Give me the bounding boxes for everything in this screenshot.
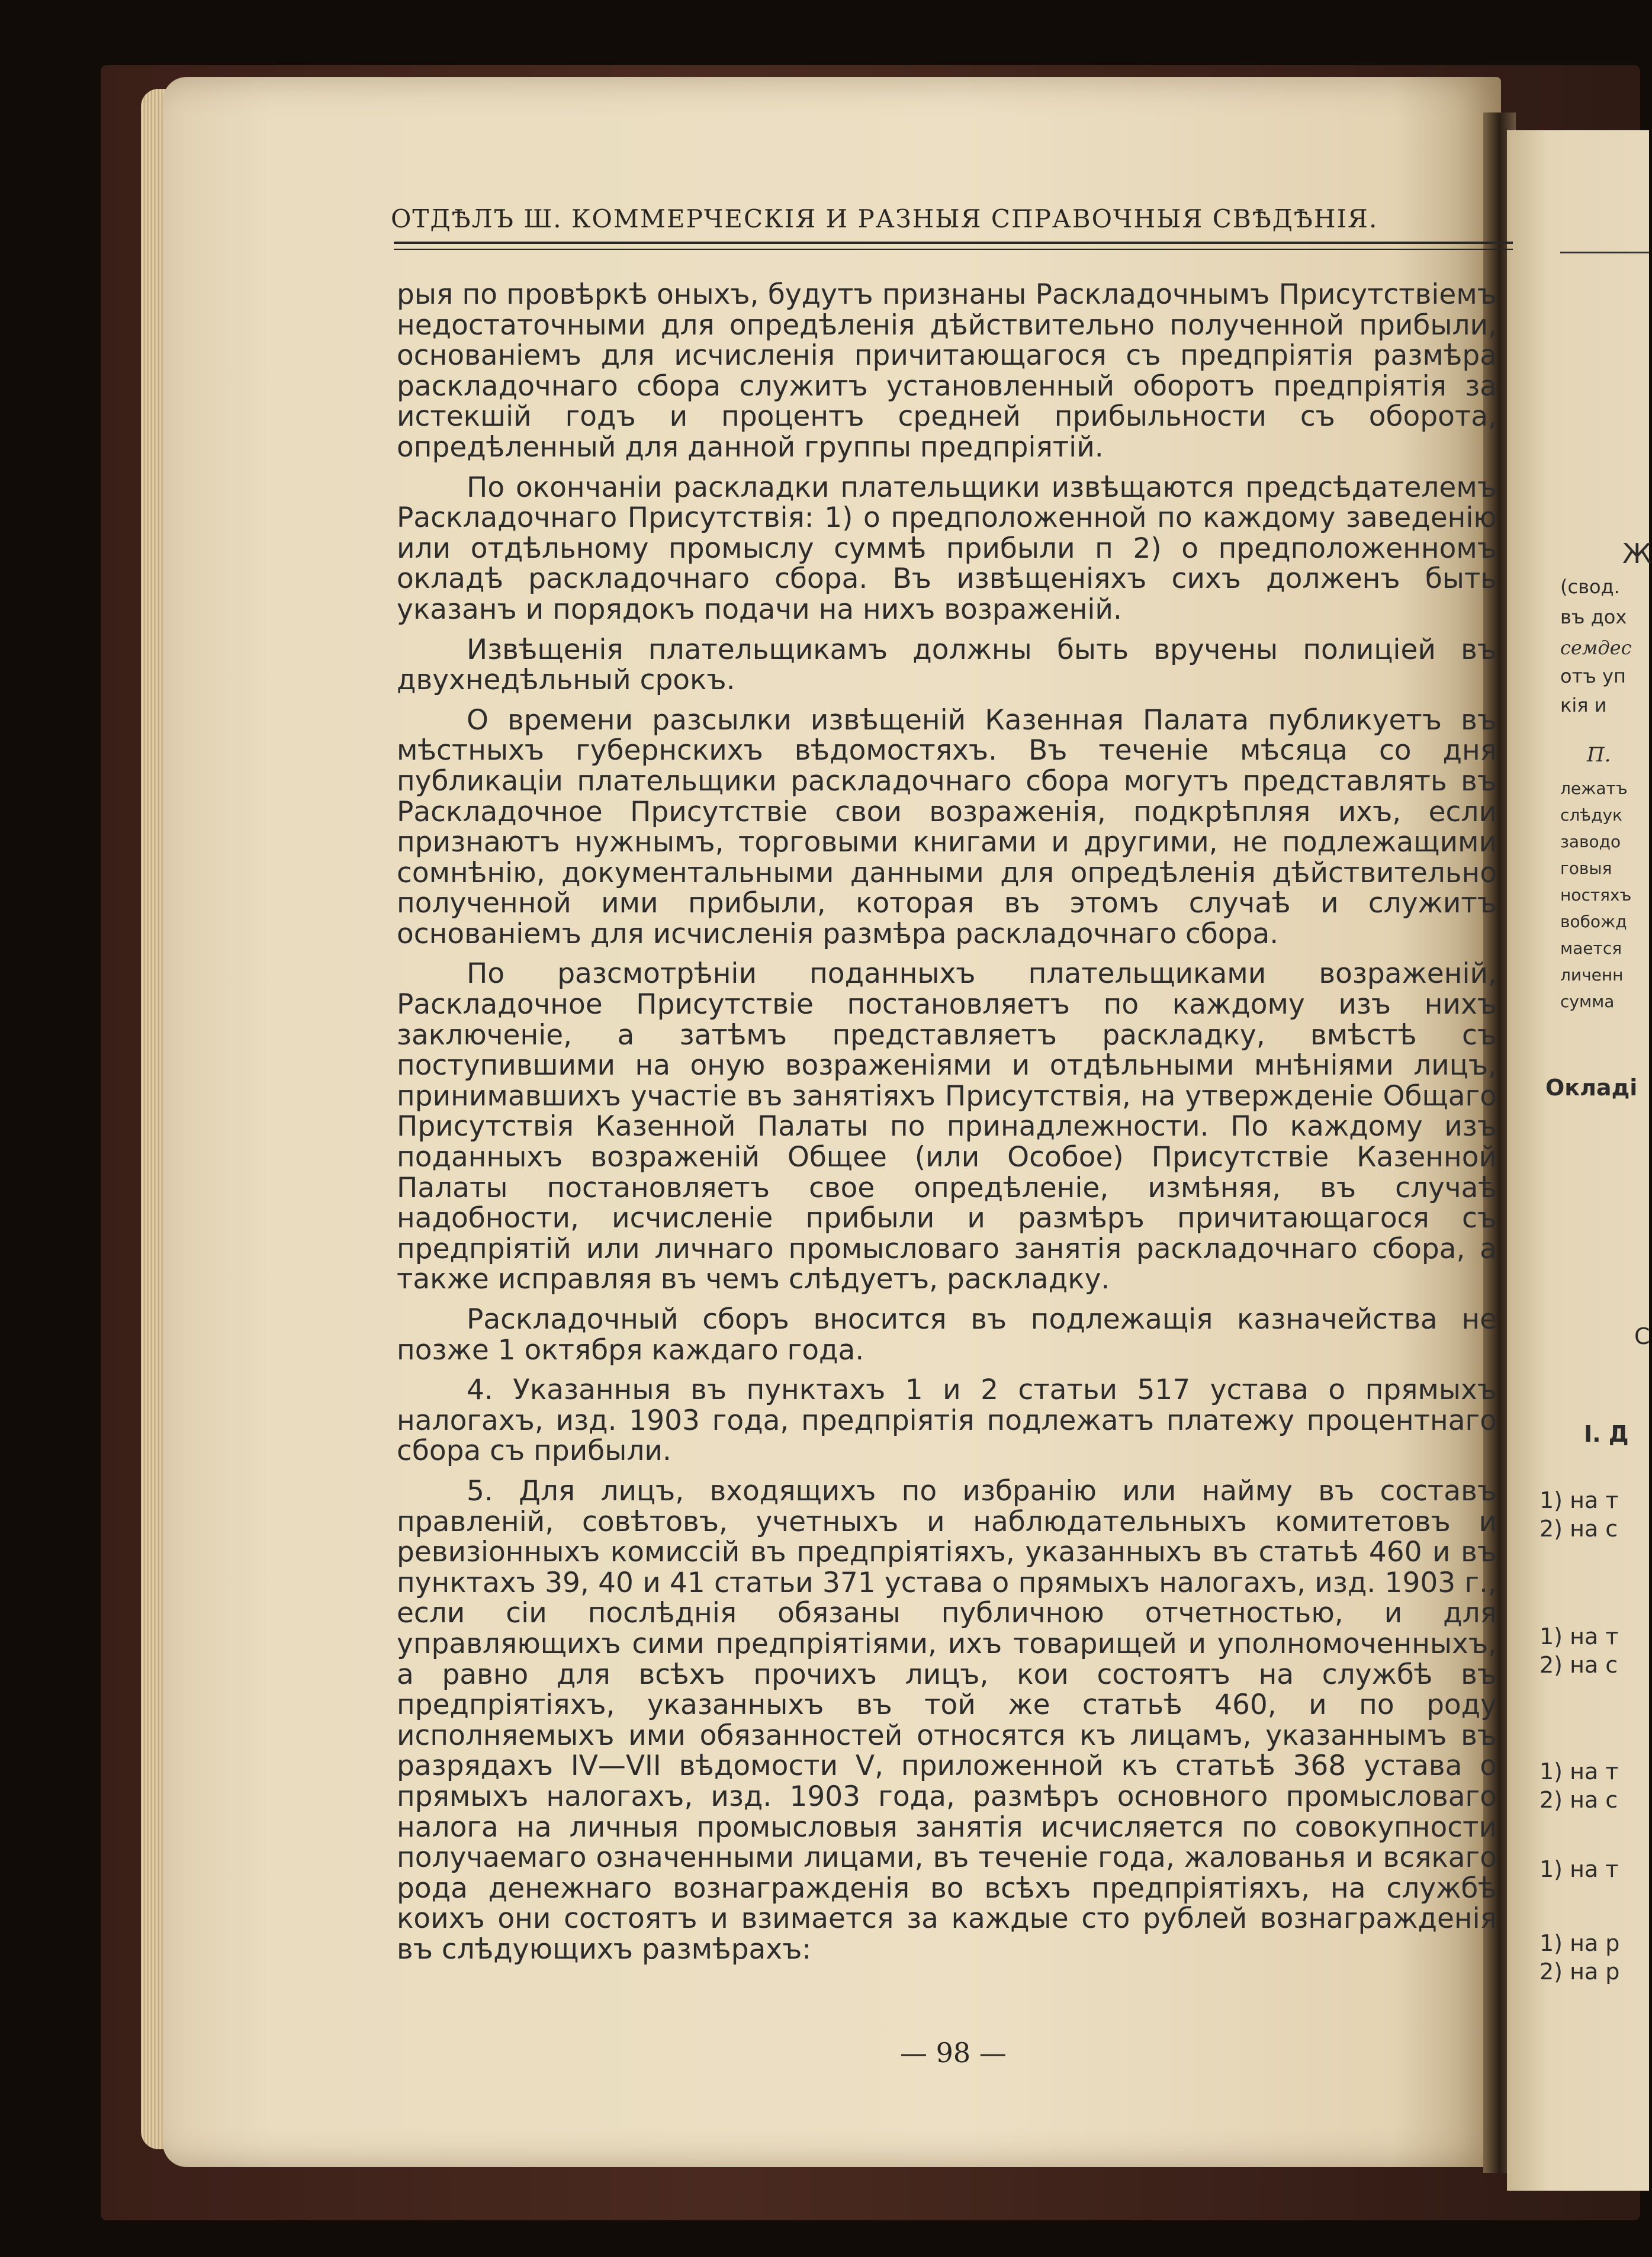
paragraph: рыя по провѣркѣ оныхъ, будутъ признаны Раскладочнымъ Присутствіемъ недостаточными для опредѣленія дѣйствительно полученной прибыли, основаніемъ для исчисленія причитающагося съ предпріятія размѣра раскладочнаго сбора служитъ установленный оборотъ предпріятія за истекшій годъ и процентъ средней прибыльности съ оборота, опредѣленный для данной группы предпріятій.: [397, 278, 1497, 464]
right-page-line: 1) на т: [1539, 1758, 1619, 1785]
right-page-line: 1) на т: [1539, 1623, 1619, 1650]
right-page-line: кія и: [1560, 694, 1607, 716]
right-page-line: 2) на с: [1539, 1516, 1618, 1542]
right-page-line: говыя: [1560, 859, 1612, 878]
paragraph: Раскладочный сборъ вносится въ подлежащія казначейства не позже 1 октября каждаго года.: [397, 1303, 1497, 1367]
right-page-line: 2) на р: [1539, 1959, 1620, 1985]
right-page-line: вобожд: [1560, 912, 1627, 931]
paragraph: По разсмотрѣніи поданныхъ плательщиками возраженій, Раскладочное Присутствіе постановляетъ по каждому изъ нихъ заключеніе, а затѣмъ представляетъ раскладку, вмѣстѣ съ поступившими на оную возраженіями и отдѣльными мнѣніями лицъ, принимавшихъ участіе въ занятіяхъ Присутствія, на утвержденіе Общаго Присутствія Казенной Палаты по принадлежности. По каждому изъ поданныхъ возраженій Общее (или Особое) Присутствіе Казенной Палаты постановляетъ свое опредѣленіе, измѣняя, въ случаѣ надобности, исчисленіе прибыли и размѣръ причитающагося съ предпріятій или личнаго промысловаго занятія раскладочнаго сбора, а также исправляя въ чемъ слѣдуетъ, раскладку.: [397, 957, 1497, 1296]
page-number: — 98 —: [900, 2037, 1007, 2069]
right-page-line: 1) на т: [1539, 1856, 1619, 1882]
right-page-line: отъ уп: [1560, 665, 1626, 687]
right-page-header-rule: [1560, 252, 1649, 253]
body-text: [397, 279, 1497, 1974]
paragraph: Извѣщенія плательщикамъ должны быть вручены полиціей въ двухнедѣльный срокъ.: [397, 633, 1497, 697]
right-page-line: заводо: [1560, 832, 1621, 851]
paragraph: 4. Указанныя въ пунктахъ 1 и 2 статьи 517 устава о прямыхъ налогахъ, изд. 1903 года, предпріятія подлежатъ платежу процентнаго сбора съ прибыли.: [397, 1374, 1497, 1468]
header-rule-thin: [394, 249, 1513, 250]
right-page-line: Ж: [1622, 538, 1652, 570]
right-page-line: лежатъ: [1560, 779, 1628, 798]
right-page-line: 1) на р: [1539, 1930, 1620, 1956]
right-page-line: Окладі: [1545, 1075, 1638, 1101]
right-page: [1507, 130, 1652, 2191]
right-page-line: въ дох: [1560, 606, 1627, 628]
right-page-line: 2) на с: [1539, 1787, 1618, 1813]
right-page-line: личенн: [1560, 965, 1624, 985]
right-page-line: семдес: [1560, 636, 1632, 659]
right-page-line: сумма: [1560, 992, 1615, 1011]
header-rule-thick: [394, 242, 1513, 244]
right-page-line: (свод.: [1560, 575, 1620, 598]
right-page-line: ностяхъ: [1560, 885, 1632, 905]
paragraph: По окончаніи раскладки плательщики извѣщаются предсѣдателемъ Раскладочнаго Присутствія: 1) о предположенной по каждому заведенію или отдѣльному промыслу суммѣ прибыли п 2) о предположенномъ окладѣ раскладочнаго сбора. Въ извѣщеніяхъ сихъ долженъ быть указанъ и порядокъ подачи на нихъ возраженій.: [397, 471, 1497, 626]
right-page-line: мается: [1560, 938, 1622, 958]
right-page-line: I. Д: [1584, 1421, 1629, 1447]
right-page-line: С: [1634, 1323, 1650, 1349]
right-page-line: слѣдук: [1560, 805, 1622, 825]
right-page-line: П.: [1587, 743, 1611, 767]
running-header: ОТДѢЛЪ Ш. КОММЕРЧЕСКІЯ И РАЗНЫЯ СПРАВОЧНЫЯ СВѢДѢНІЯ.: [391, 204, 1378, 233]
right-page-line: 2) на с: [1539, 1652, 1618, 1678]
paragraph: О времени разсылки извѣщеній Казенная Палата публикуетъ въ мѣстныхъ губернскихъ вѣдомостяхъ. Въ теченіе мѣсяца со дня публикаціи плательщики раскладочнаго сбора могутъ представлять въ Раскладочное Присутствіе свои возраженія, подкрѣпляя ихъ, если признаютъ нужнымъ, торговыми книгами и другими, не подлежащими сомнѣнію, документальными данными для опредѣленія дѣйствительно полученной ими прибыли, которая въ этомъ случаѣ и служитъ основаніемъ для исчисленія размѣра раскладочнаго сбора.: [397, 703, 1497, 950]
paragraph: 5. Для лицъ, входящихъ по избранію или найму въ составъ правленій, совѣтовъ, учетныхъ и наблюдательныхъ комитетовъ и ревизіонныхъ комиссій въ предпріятіяхъ, указанныхъ въ статьѣ 460 и въ пунктахъ 39, 40 и 41 статьи 371 устава о прямыхъ налогахъ, изд. 1903 г., если сіи послѣднія обязаны публичною отчетностью, и для управляющихъ сими предпріятіями, ихъ товарищей и уполномоченныхъ, а равно для всѣхъ прочихъ лицъ, кои состоятъ на службѣ въ предпріятіяхъ, указанныхъ въ той же статьѣ 460, и по роду исполняемыхъ ими обязанностей относятся къ лицамъ, указаннымъ въ разрядахъ IV—VII вѣдомости V, приложенной къ статьѣ 368 устава о прямыхъ налогахъ, изд. 1903 года, размѣръ основного промысловаго налога на личныя промысловыя занятія исчисляется по совокупности получаемаго означенными лицами, въ теченіе года, жалованья и всякаго рода денежнаго вознагражденія во всѣхъ предпріятіяхъ, на службѣ коихъ они состоятъ и взимается за каждые сто рублей вознагражденія въ слѣдующихъ размѣрахъ:: [397, 1474, 1497, 1966]
right-page-line: 1) на т: [1539, 1487, 1619, 1513]
